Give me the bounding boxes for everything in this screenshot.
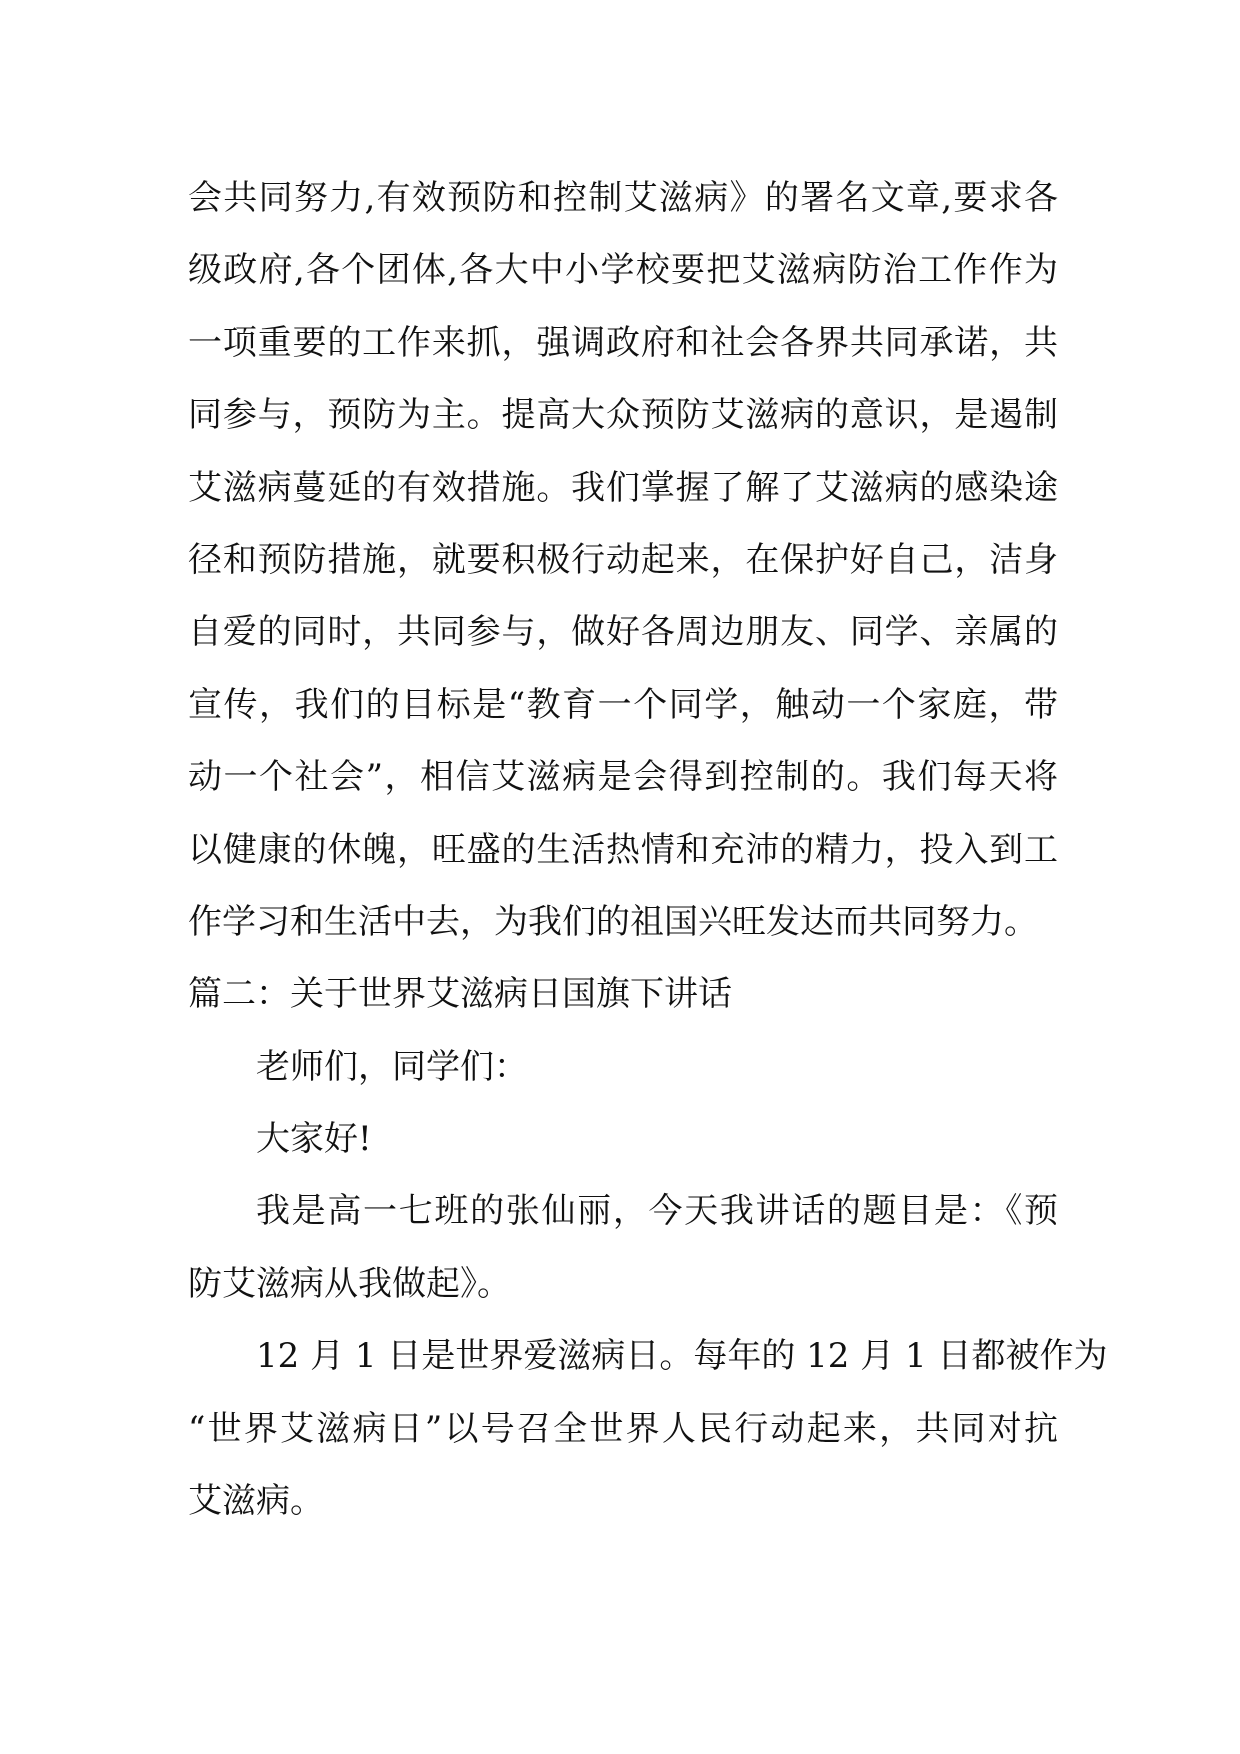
- text-line: 级政府,各个团体,各大中小学校要把艾滋病防治工作作为: [188, 250, 1058, 291]
- text-line: 会共同努力,有效预防和控制艾滋病》的署名文章,要求各: [188, 178, 1058, 218]
- text-line: 自爱的同时，共同参与，做好各周边朋友、同学、亲属的: [188, 612, 1058, 653]
- hello-line: 大家好!: [256, 1119, 372, 1160]
- text-line: 作学习和生活中去，为我们的祖国兴旺发达而共同努力。: [188, 901, 1038, 942]
- section-title: 篇二：关于世界艾滋病日国旗下讲话: [188, 974, 732, 1015]
- greeting: 老师们，同学们：: [256, 1046, 528, 1087]
- text-line: 径和预防措施，就要积极行动起来，在保护好自己，洁身: [188, 539, 1058, 580]
- text-line: 防艾滋病从我做起》。: [188, 1263, 511, 1304]
- text-line: 以健康的休魄，旺盛的生活热情和充沛的精力，投入到工: [188, 829, 1058, 870]
- text-line: 我是高一七班的张仙丽，今天我讲话的题目是：《预: [256, 1191, 1058, 1232]
- text-line: 一项重要的工作来抓，强调政府和社会各界共同承诺，共: [188, 322, 1058, 363]
- body-text: [188, 162, 1108, 1537]
- text-line: “世界艾滋病日”以号召全世界人民行动起来，共同对抗: [188, 1408, 1058, 1449]
- text-line: 艾滋病蔓延的有效措施。我们掌握了解了艾滋病的感染途: [188, 467, 1058, 508]
- text-line: 同参与，预防为主。提高大众预防艾滋病的意识，是遏制: [188, 395, 1058, 436]
- text-line: 宣传，我们的目标是“教育一个同学，触动一个家庭，带: [188, 684, 1058, 725]
- text-line: 动一个社会”，相信艾滋病是会得到控制的。我们每天将: [188, 757, 1058, 798]
- text-line: 12 月 1 日是世界爱滋病日。每年的 12 月 1 日都被作为: [256, 1336, 1108, 1377]
- text-line: 艾滋病。: [188, 1481, 324, 1522]
